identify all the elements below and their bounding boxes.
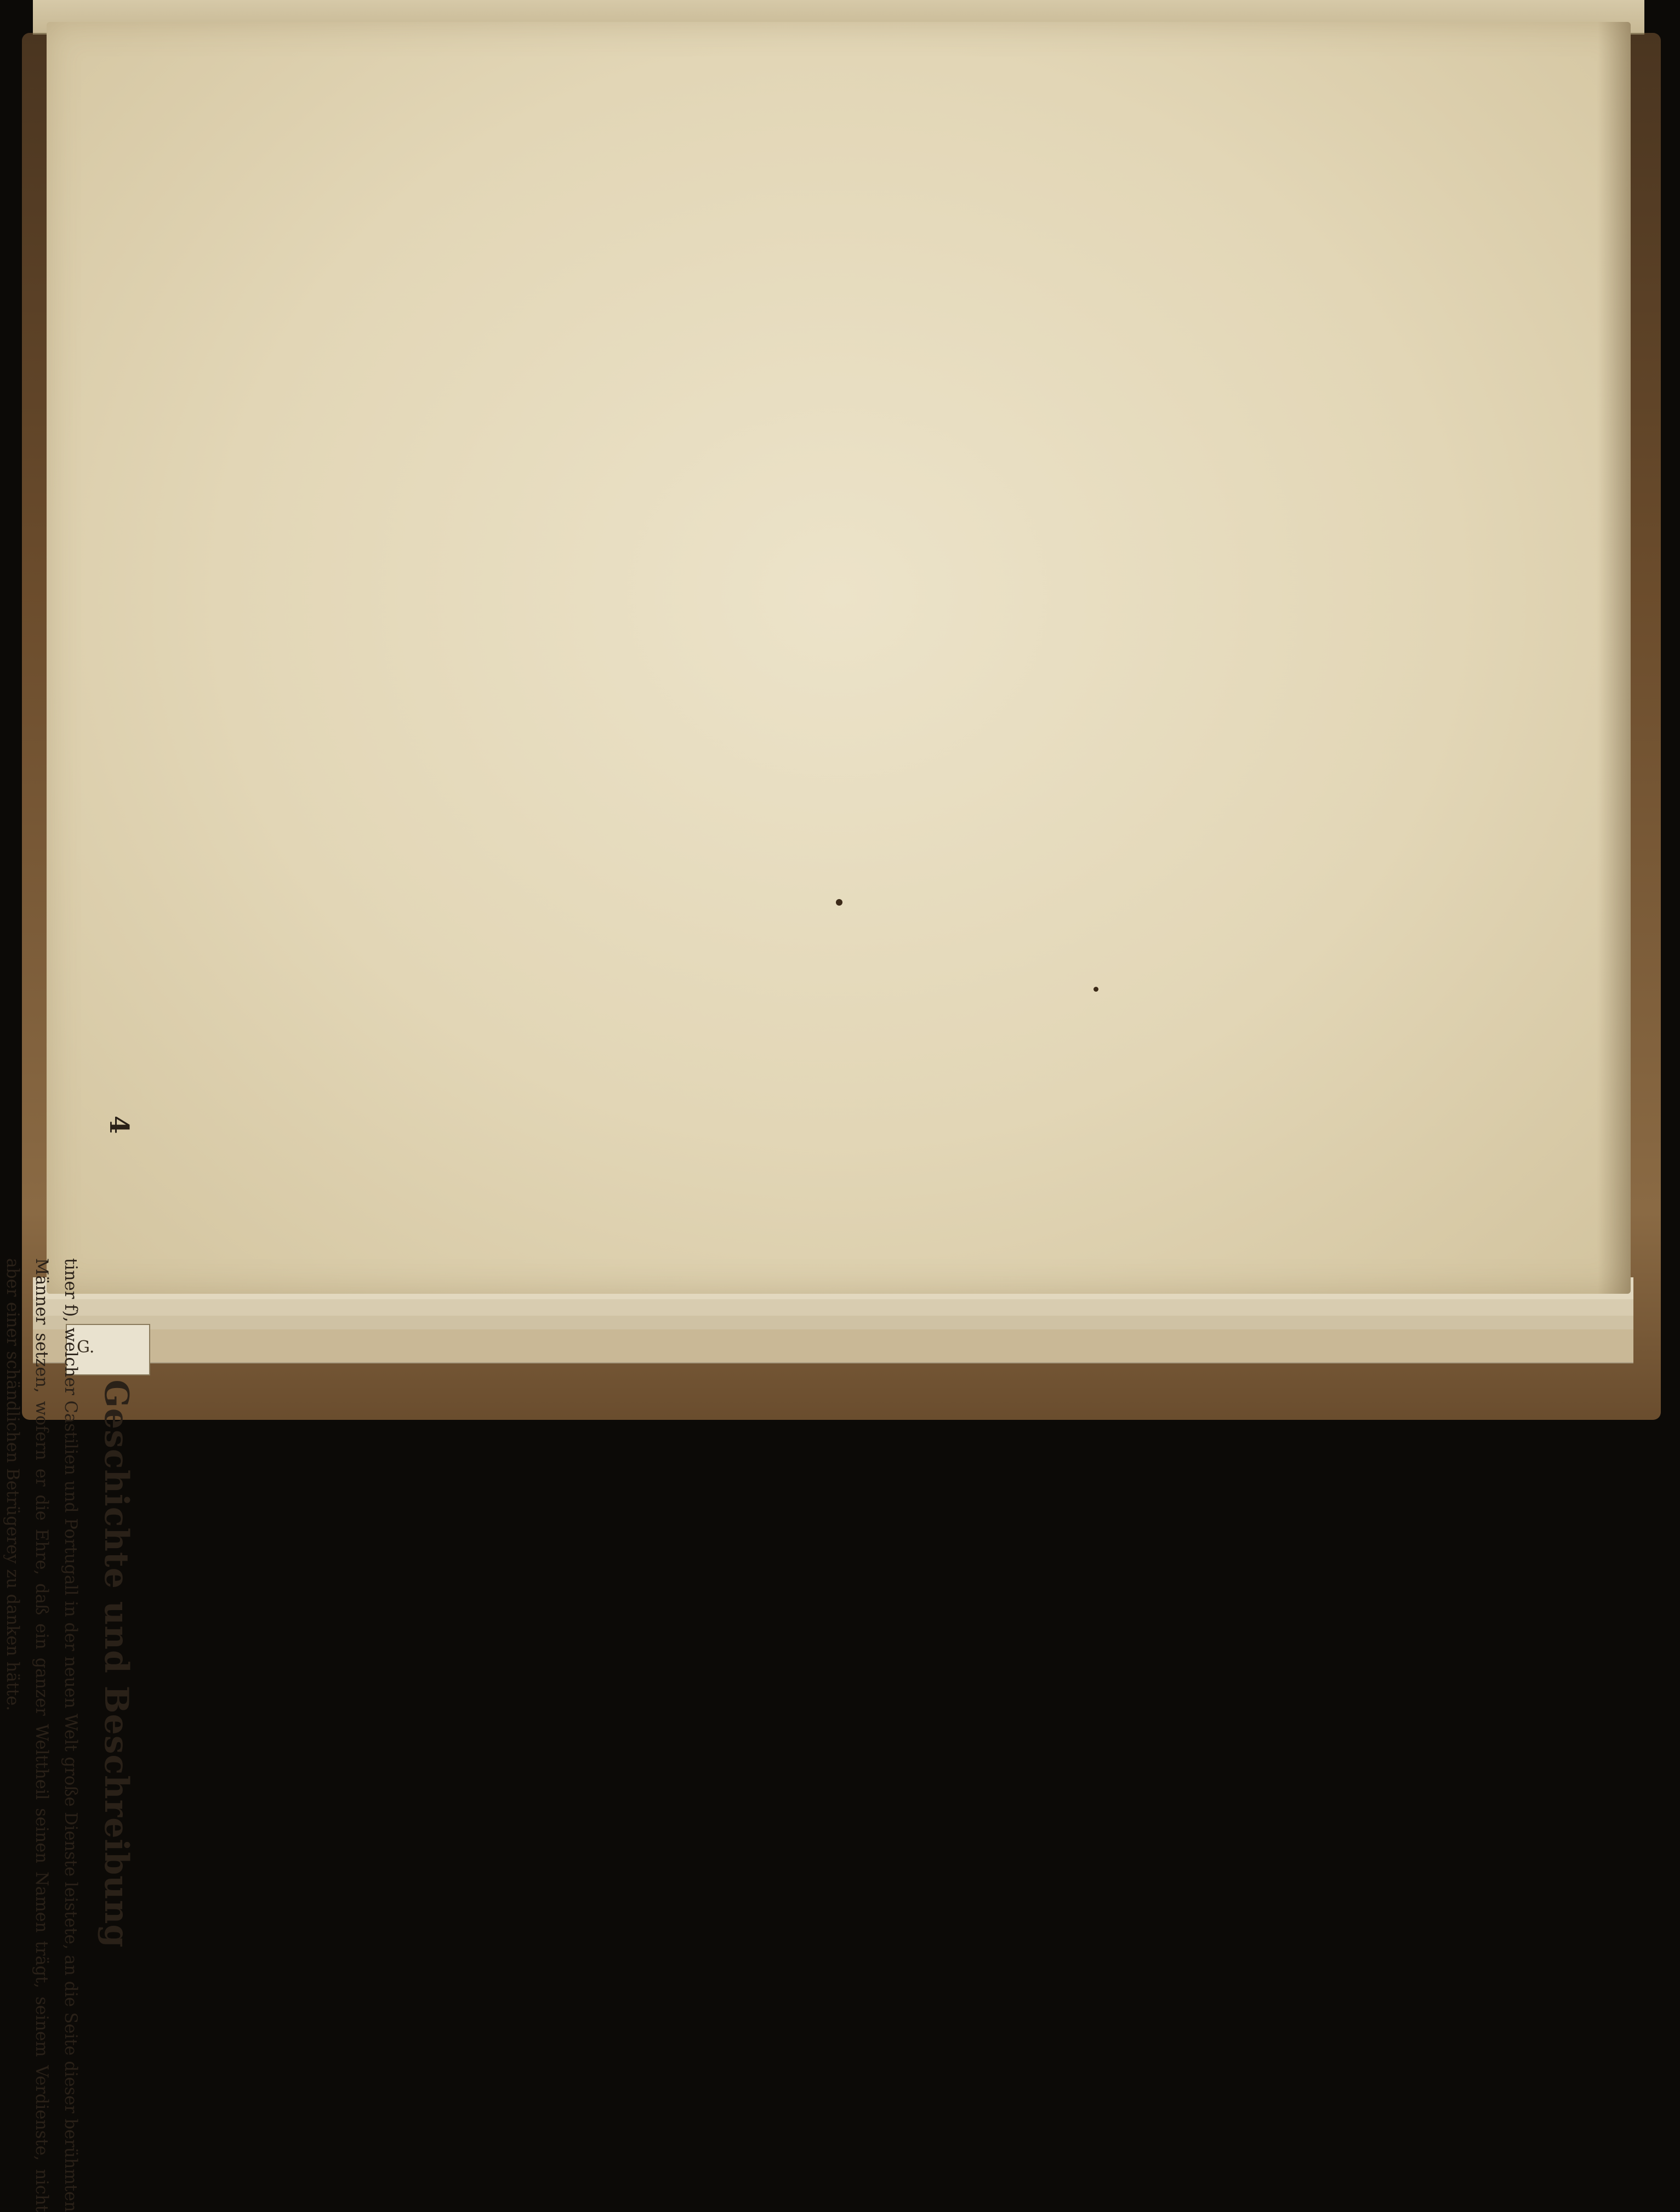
book-page (47, 22, 1631, 1294)
ink-speck (836, 899, 842, 906)
page-edge (33, 1329, 1633, 1363)
running-head (85, 1116, 151, 2212)
page-gutter-shadow (1598, 22, 1631, 1294)
ink-speck (1094, 987, 1098, 992)
running-title: Geschichte und Beschreibung (97, 1379, 135, 1948)
paragraph-row (0, 1116, 85, 2212)
paragraph: tiner f), welcher Castilien und Portugall in der neuen Welt große Dienste leistete, an die Seite dieser berühmten Männer setzen, wofern er die Ehre, daß ein ganzer Welttheil seinen Namen trägt, seinem Verdienste, nicht aber einer schändlichen Betrügerey zu danken hätte. (3, 1258, 80, 2212)
rotated-text-block (0, 1116, 151, 2212)
shelf-label-text: G. (77, 1338, 95, 1357)
page-number: 4 (104, 1116, 134, 1134)
